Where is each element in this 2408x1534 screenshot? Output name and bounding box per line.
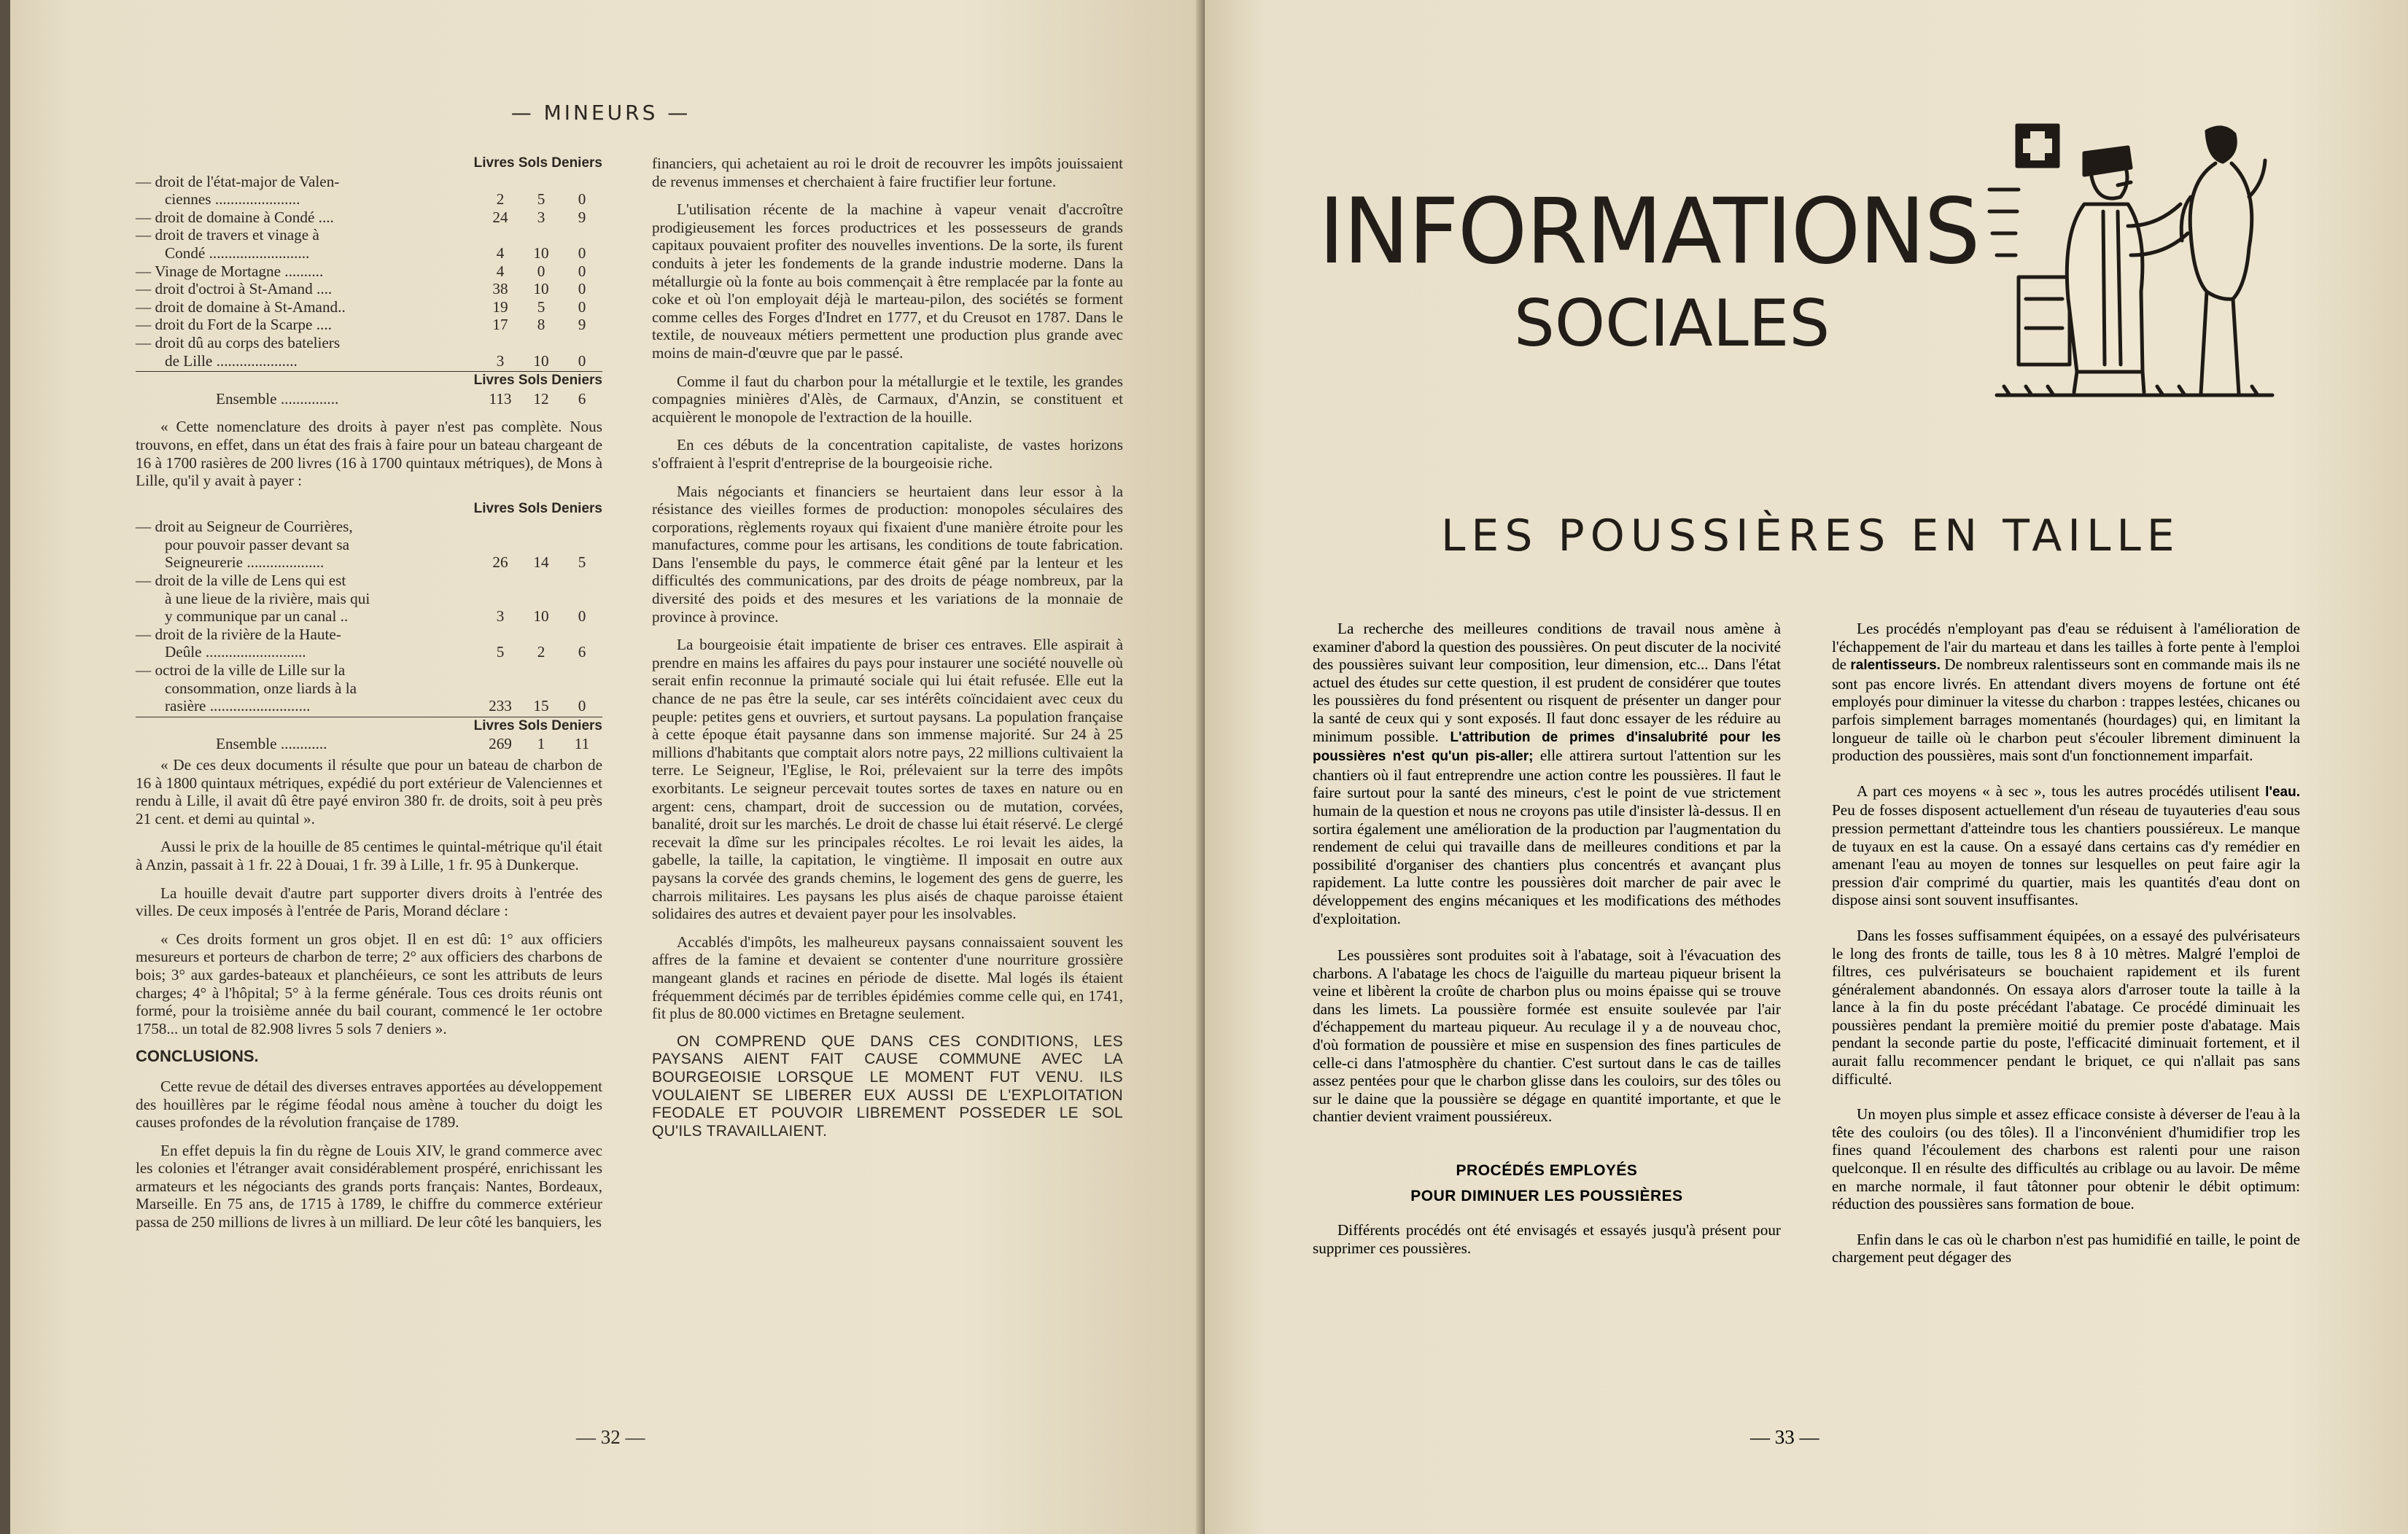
amount-cell bbox=[480, 680, 521, 698]
amount-cell bbox=[562, 590, 602, 608]
paragraph: En ces débuts de la concentration capitaliste, de vastes horizons s'offraient à l'esprit d'entreprise de la bourgeoisie riche. bbox=[652, 436, 1123, 472]
table-header: Livres Sols Deniers bbox=[136, 717, 602, 736]
paragraph-text: De nombreux ralentisseurs sont en commande mais ils ne sont pas encore livrés. En attendant divers moyens de fortune ont été employés pour diminuer la vitesse du charbon : trappes lestées, chicanes ou parfois simplement barrages momentanés (hourdages) qui, en limitant la longueur de taille où le charbon peut s'écouler librement diminuent la production des poussières, mais sont d'un fonctionnement imparfait. bbox=[1832, 655, 2300, 765]
amount-cell bbox=[521, 518, 562, 536]
right-column-2 bbox=[1832, 620, 2300, 1277]
amount-cell bbox=[521, 661, 562, 680]
duty-label: — droit de travers et vinage à bbox=[136, 226, 319, 244]
paragraph bbox=[1313, 620, 1781, 927]
paragraph: La houille devait d'autre part supporter divers droits à l'entrée des villes. De ceux imposés à l'entrée de Paris, Morand déclare : bbox=[136, 884, 602, 920]
running-head: — MINEURS — bbox=[510, 101, 691, 125]
amount-cell bbox=[562, 226, 602, 244]
amount-cell: 14 bbox=[533, 553, 549, 572]
paragraph-text: Les procédés n'employant pas d'eau se réduisent à l'amélioration de l'échappement de l'air du marteau et dans les tailles à forte pente à l'emploi de bbox=[1832, 620, 2300, 674]
paragraph: En effet depuis la fin du règne de Louis XIV, le grand commerce avec les colonies et l'étranger avait considérablement prospéré, enrichissant les armateurs et les négociants des grands ports français: Nantes, Bordeaux, Marseille. En 75 ans, de 1715 à 1789, le chiffre du commerce extérieur passa de 250 millions de livres à un milliard. De leur côté les banquiers, les bbox=[136, 1141, 602, 1231]
amount-cell: 0 bbox=[578, 244, 586, 262]
amount-cell bbox=[521, 626, 562, 644]
duty-label: consommation, onze liards à la bbox=[165, 679, 357, 697]
duties-table-2 bbox=[136, 518, 602, 715]
table-row bbox=[136, 735, 602, 753]
amount-cell bbox=[562, 626, 602, 644]
table-header: Livres Sols Deniers bbox=[136, 371, 602, 390]
amount-cell bbox=[480, 590, 521, 608]
amount-cell bbox=[562, 661, 602, 680]
amount-cell: 5 bbox=[537, 297, 545, 316]
amount-cell bbox=[562, 536, 602, 554]
amount-cell bbox=[521, 572, 562, 590]
amount-cell bbox=[480, 173, 521, 191]
amount-cell bbox=[562, 680, 602, 698]
table-row bbox=[136, 536, 602, 554]
amount-cell: 0 bbox=[578, 697, 586, 715]
amount-cell bbox=[480, 572, 521, 590]
table-row bbox=[136, 626, 602, 644]
amount-cell: 5 bbox=[537, 190, 545, 209]
table-row bbox=[136, 173, 602, 191]
duty-label: — droit de domaine à St-Amand.. bbox=[136, 297, 346, 316]
amount-cell: 19 bbox=[492, 297, 508, 316]
amount-cell: 17 bbox=[492, 316, 508, 334]
paragraph: Un moyen plus simple et assez efficace consiste à déverser de l'eau à la tête des couloirs (ou des tôles). Il a l'inconvénient d'humidifier trop les fines quand l'écoulement des charbons est ralenti pour une raison quelconque. Il en résulte des difficultés au criblage ou au lavoir. De même en marche normale, il faut tâtonner pour obtenir le débit optimum: réduction des poussières sans formation de boue. bbox=[1832, 1105, 2300, 1213]
amount-cell bbox=[562, 334, 602, 352]
amount-cell: 4 bbox=[496, 244, 505, 262]
amount-cell bbox=[521, 590, 562, 608]
amount-cell: 269 bbox=[489, 735, 512, 753]
amount-cell: 2 bbox=[496, 190, 505, 209]
paragraph-text: A part ces moyens « à sec », tous les autres procédés utilisent bbox=[1857, 782, 2260, 800]
amount-cell: 233 bbox=[489, 697, 512, 715]
table-row bbox=[136, 680, 602, 698]
amount-cell bbox=[480, 661, 521, 680]
table-row bbox=[136, 553, 602, 572]
amount-cell: 1 bbox=[537, 735, 545, 753]
amount-cell bbox=[480, 334, 521, 352]
amount-cell bbox=[521, 334, 562, 352]
duties-table-1 bbox=[136, 173, 602, 370]
page-number: — 33 — bbox=[1750, 1426, 1819, 1448]
left-column-2 bbox=[652, 155, 1123, 1140]
table-row bbox=[136, 298, 602, 316]
amount-cell: 5 bbox=[496, 643, 505, 661]
table-row bbox=[136, 661, 602, 680]
duty-label: — Vinage de Mortagne .......... bbox=[136, 262, 324, 280]
duty-label: — droit de la ville de Lens qui est bbox=[136, 572, 346, 590]
duty-label: de Lille ..................... bbox=[165, 351, 298, 370]
table-row bbox=[136, 643, 602, 661]
duty-label: Ensemble ............... bbox=[216, 389, 339, 408]
table-row bbox=[136, 190, 602, 209]
paragraph bbox=[1832, 782, 2300, 909]
paragraph: « De ces deux documents il résulte que pour un bateau de charbon de 16 à 1800 quintaux métriques, expédié du port extérieur de Valenciennes et rendu à Lille, il avait dû être payé environ 380 fr. de droits, soit à peu près 21 cent. et demi au quintal ». bbox=[136, 756, 602, 828]
paragraph: Comme il faut du charbon pour la métallurgie et le textile, les grandes compagnies minières d'Alès, de Carmaux, d'Anzin, se constituent et acquièrent le monopole de l'extraction de la houille. bbox=[652, 372, 1123, 426]
paragraph: Mais négociants et financiers se heurtaient dans leur essor à la résistance des vieilles formes de production: monopoles séculaires des corporations, règlements royaux qui fixaient d'une manière étroite pour les manufactures, comme pour les artisans, les conditions de toute fabrication. Dans l'ensemble du pays, le commerce était gêné par la lenteur et les difficultés des communications, par des droits de péage nombreux, par la diversité des poids et des mesures et les variations de la monnaie de province à province. bbox=[652, 482, 1123, 626]
doctor-examining-miner-illustration bbox=[1975, 109, 2280, 401]
amount-cell: 5 bbox=[578, 553, 586, 572]
amount-cell: 10 bbox=[533, 607, 549, 626]
amount-cell: 0 bbox=[578, 607, 586, 626]
amount-cell bbox=[521, 536, 562, 554]
paragraph: Les poussières sont produites soit à l'abatage, soit à l'évacuation des charbons. A l'abatage les chocs de l'aiguille du marteau piqueur brisent la veine et libèrent la croûte de charbon plus ou moins épaisse qui se trouve dans les limets. La poussière formée est ensuite soulevée par l'air d'échappement du marteau piqueur. Au reculage il y a de nouveau choc, d'où formation de poussière et mise en suspension des fines particules de celle-ci dans l'atmosphère du chantier. C'est surtout dans le cas de tailles assez pentées pour que le charbon glisse dans les couloirs, sur des tôles ou sur le daine que la poussière se dégage en quantité importante, et que le chantier devient vraiment poussiéreux. bbox=[1313, 946, 1781, 1126]
amount-cell: 10 bbox=[533, 280, 549, 298]
duty-label: rasière .......................... bbox=[165, 697, 311, 715]
section-heading: POUR DIMINUER LES POUSSIÈRES bbox=[1410, 1187, 1683, 1204]
amount-cell: 4 bbox=[496, 262, 505, 280]
amount-cell: 3 bbox=[496, 351, 505, 370]
duty-label: ciennes ...................... bbox=[165, 190, 300, 209]
capitals-paragraph: ON COMPREND QUE DANS CES CONDITIONS, LES PAYSANS AIENT FAIT CAUSE COMMUNE AVEC LA BOURGEOISIE LORSQUE LE MOMENT FUT VENU. ILS VOULAIENT SE LIBERER EUX AUSSI DE L'EXPLOITATION FEODALE ET POUVOIR LIBREMENT POSSEDER LE SOL QU'ILS TRAVAILLAIENT. bbox=[652, 1032, 1123, 1140]
table-row bbox=[136, 316, 602, 334]
page-edge bbox=[0, 0, 10, 1534]
section-title-line2: SOCIALES bbox=[1514, 286, 1830, 361]
table-header: Livres Sols Deniers bbox=[473, 500, 602, 516]
amount-cell bbox=[562, 572, 602, 590]
amount-cell: 15 bbox=[533, 697, 549, 715]
table-row bbox=[136, 209, 602, 227]
table-header: Livres Sols Deniers bbox=[473, 155, 602, 171]
paragraph: financiers, qui achetaient au roi le droit de recouvrer les impôts jouissaient de revenus immenses et cherchaient à faire fructifier leur fortune. bbox=[652, 155, 1123, 190]
duty-label: — droit de l'état-major de Valen- bbox=[136, 172, 340, 190]
duty-label: Condé .......................... bbox=[165, 244, 310, 262]
paragraph: Enfin dans le cas où le charbon n'est pas humidifié en taille, le point de chargement peut dégager des bbox=[1832, 1230, 2300, 1266]
duty-label: — droit au Seigneur de Courrières, bbox=[136, 518, 353, 536]
amount-cell: 2 bbox=[537, 643, 545, 661]
amount-cell: 0 bbox=[578, 262, 586, 280]
paragraph: La bourgeoisie était impatiente de briser ces entraves. Elle aspirait à prendre en mains les affaires du pays pour instaurer une société nouvelle où serait enfin reconnue la primauté sociale qui lui était refusée. Elle eut la chance de ne pas être la seule, car ses intérêts coïncidaient avec ceux du peuple: petites gens et ouvriers, et surtout paysans. La population française à cette époque était paysanne dans son immense majorité. Sur 24 à 25 millions d'habitants que comptait alors notre pays, 22 millions cultivaient la terre. Le Seigneur, l'Eglise, le Roi, prélevaient sur la terre des impôts exorbitants. Le seigneur percevait toutes sortes de taxes en nature ou en argent: cens, champart, droit de succession ou de mutation, corvées, banalité, droit sur les marchés. Le droit de chasse lui était réservé. Le clergé recevait la dîme sur les principales récoltes. Le roi levait les aides, la gabelle, la taille, la capitation, le vingtième. Il imposait en outre aux paysans la corvée des grands chemins, le logement des gens de guerre, les charrois militaires. Les paysans les plus aisés de chaque paroisse étaient solidaires des autres et devaient payer pour les insolvables. bbox=[652, 636, 1123, 923]
amount-cell: 0 bbox=[578, 297, 586, 316]
amount-cell: 11 bbox=[574, 735, 590, 753]
paragraph: Accablés d'impôts, les malheureux paysans connaissaient souvent les affres de la famine et devaient se contenter d'une nourriture grossière mangeant glands et racines en période de disette. Mal logés ils étaient fréquemment décimés par de terribles épidémies comme celle qui, en 1741, fit plus de 80.000 victimes en Bretagne seulement. bbox=[652, 933, 1123, 1023]
paragraph bbox=[1832, 620, 2300, 765]
amount-cell bbox=[521, 226, 562, 244]
page-number: — 32 — bbox=[576, 1426, 645, 1448]
amount-cell: 0 bbox=[578, 280, 586, 298]
duty-label: Seigneurerie .................... bbox=[165, 553, 325, 572]
duty-label: Deûle .......................... bbox=[165, 643, 306, 661]
duties-total-1 bbox=[136, 390, 602, 408]
amount-cell: 26 bbox=[492, 553, 508, 572]
amount-cell: 0 bbox=[537, 262, 545, 280]
duty-label: y communique par un canal .. bbox=[165, 607, 349, 626]
table-row bbox=[136, 244, 602, 262]
duty-label: pour pouvoir passer devant sa bbox=[165, 535, 350, 553]
amount-cell: 10 bbox=[533, 351, 549, 370]
amount-cell: 3 bbox=[496, 607, 505, 626]
amount-cell: 8 bbox=[537, 316, 545, 334]
table-row bbox=[136, 352, 602, 370]
amount-cell: 24 bbox=[492, 208, 508, 226]
duties-total-2 bbox=[136, 735, 602, 753]
amount-cell bbox=[480, 536, 521, 554]
duty-label: à une lieue de la rivière, mais qui bbox=[165, 589, 370, 607]
amount-cell bbox=[480, 626, 521, 644]
table-row bbox=[136, 572, 602, 590]
amount-cell: 9 bbox=[578, 316, 586, 334]
paragraph: Aussi le prix de la houille de 85 centimes le quintal-métrique qu'il était à Anzin, passait à 1 fr. 22 à Douai, 1 fr. 39 à Lille, 1 fr. 95 à Dunkerque. bbox=[136, 838, 602, 873]
amount-cell bbox=[562, 518, 602, 536]
amount-cell bbox=[521, 680, 562, 698]
amount-cell: 10 bbox=[533, 244, 549, 262]
table-row bbox=[136, 697, 602, 715]
amount-cell: 113 bbox=[489, 389, 512, 408]
amount-cell bbox=[480, 226, 521, 244]
amount-cell: 12 bbox=[533, 389, 549, 408]
amount-cell: 6 bbox=[578, 643, 586, 661]
amount-cell: 0 bbox=[578, 190, 586, 209]
duty-label: — droit de la rivière de la Haute- bbox=[136, 625, 341, 643]
emphasis: ralentisseurs. bbox=[1850, 658, 1941, 674]
duty-label: — droit du Fort de la Scarpe .... bbox=[136, 316, 332, 334]
paragraph-text: La recherche des meilleures conditions de travail nous amène à examiner d'abord la question des poussières. On peut discuter de la nocivité des poussières suivant leur composition, leur dimension, etc... Dans l'état actuel des études sur cette question, il est prudent de considérer que toutes les poussières du fond présentent ou risquent de présenter un danger pour la santé de ceux qui y sont exposés. Il faut donc essayer de les réduire au minimum possible. bbox=[1313, 620, 1781, 745]
amount-cell bbox=[480, 518, 521, 536]
duty-label: — octroi de la ville de Lille sur la bbox=[136, 661, 346, 680]
amount-cell: 9 bbox=[578, 208, 586, 226]
emphasis: l'eau. bbox=[2265, 784, 2300, 800]
section-heading: CONCLUSIONS. bbox=[136, 1047, 259, 1066]
section-title: INFORMATIONS bbox=[1318, 179, 1979, 284]
table-row bbox=[136, 590, 602, 608]
table-row bbox=[136, 607, 602, 626]
paragraph: « Ces droits forment un gros objet. Il en est dû: 1° aux officiers mesureurs et porteurs de charbon de terre; 2° aux officiers des charbons de bois; 3° aux gardes-bateaux et planchéieurs, ce sont les attributs de leurs charges; 4° à l'hôpital; 5° à la ferme générale. Tous ces droits réunis ont formé, pour la troisième année du bail courant, commencé le 1er octobre 1758... un total de 82.908 livres 5 sols 7 deniers ». bbox=[136, 930, 602, 1037]
paragraph: Dans les fosses suffisamment équipées, on a essayé des pulvérisateurs le long des fronts de taille, tous les 8 à 10 mètres. Malgré l'emploi de filtres, ces pulvérisateurs se bouchaient rapidement et ils furent généralement abandonnés. On essaya alors d'arroser toute la taille à la lance à la fin du poste précédant l'abatage. Ce procédé diminuait les poussières pendant la première moitié du premier poste d'abatage. Mais pendant la seconde partie du poste, l'efficacité diminuait fortement, et il aurait fallu recommencer pendant le briquet, ce qui n'allait pas sans difficulté. bbox=[1832, 926, 2300, 1088]
paragraph-text: elle attirera surtout l'attention sur les chantiers où il faut entreprendre une action contre les poussières. Il faut le faire surtout pour la santé des mineurs, c'est le point de vue strictement humain de la question et nous ne croyons pas utile d'insister là-dessus. Il en sortira également une amélioration de la production par l'augmentation du rendement de celui qui travaille dans de meilleures conditions et par la possibilité d'organiser des chantiers plus concentrés et avançant plus rapidement. La lutte contre les poussières doit marcher de pair avec le développement des engins mécaniques et les modifications des méthodes d'exploitation. bbox=[1313, 747, 1781, 927]
article-title: LES POUSSIÈRES EN TAILLE bbox=[1441, 510, 2180, 561]
left-column-1 bbox=[136, 155, 602, 1242]
table-row bbox=[136, 280, 602, 298]
duty-label: Ensemble ............ bbox=[216, 735, 327, 753]
table-row bbox=[136, 390, 602, 408]
table-row bbox=[136, 518, 602, 536]
duty-label: — droit d'octroi à St-Amand .... bbox=[136, 280, 333, 298]
amount-cell: 38 bbox=[492, 280, 508, 298]
amount-cell: 6 bbox=[578, 389, 586, 408]
paragraph-text: Peu de fosses disposent actuellement d'un réseau de tuyauteries d'eau sous pression permettant d'atteindre tous les chantiers poussiéreux. Le manque de tuyaux en est la cause. On a essayé dans certains cas d'y remédier en amenant l'eau au moyen de tonnes sur lesquelles on peut faire agir la pression d'air comprimé du quartier, mais les quantités d'eau dont on dispose ainsi sont souvent insuffisantes. bbox=[1832, 801, 2300, 909]
duty-label: — droit dû au corps des bateliers bbox=[136, 333, 341, 351]
amount-cell: 3 bbox=[537, 208, 545, 226]
table-row bbox=[136, 334, 602, 352]
paragraph: Différents procédés ont été envisagés et essayés jusqu'à présent pour supprimer ces poussières. bbox=[1313, 1221, 1781, 1257]
emphasis: L'attribution de primes d'insalubrité pour les poussières n'est qu'un pis-aller; bbox=[1313, 729, 1782, 765]
table-row bbox=[136, 226, 602, 244]
left-page bbox=[0, 0, 1202, 1534]
amount-cell: 0 bbox=[578, 351, 586, 370]
right-column-1 bbox=[1313, 620, 1781, 1267]
table-row bbox=[136, 262, 602, 281]
section-heading: PROCÉDÉS EMPLOYÉS bbox=[1456, 1162, 1638, 1180]
paragraph: « Cette nomenclature des droits à payer n'est pas complète. Nous trouvons, en effet, dans un état des frais à faire pour un bateau chargeant de 16 à 1700 rasières de 200 livres (16 à 1700 quintaux métriques), de Mons à Lille, qu'il y avait à payer : bbox=[136, 418, 602, 490]
amount-cell bbox=[562, 173, 602, 191]
paragraph: Cette revue de détail des diverses entraves apportées au développement des houillères par le régime féodal nous amène à toucher du doigt les causes profondes de la révolution française de 1789. bbox=[136, 1077, 602, 1132]
duty-label: — droit de domaine à Condé .... bbox=[136, 208, 334, 226]
paragraph: L'utilisation récente de la machine à vapeur venait d'accroître prodigieusement les forces productrices et les possesseurs de grands capitaux pouvaient profiter des nouvelles inventions. De la sorte, ils furent conduits à jeter les fondements de la grande industrie moderne. Dans la métallurgie où la fonte au bois commençait à être remplacée par la fonte au coke et où l'on employait déjà le marteau-pilon, des sociétés se forment comme celles des Forges d'Indret en 1777, et du Creusot en 1787. Dans le textile, de nouveaux métiers permettent une production plus grande avec moins de main-d'œuvre que par le passé. bbox=[652, 200, 1123, 362]
amount-cell bbox=[521, 173, 562, 191]
